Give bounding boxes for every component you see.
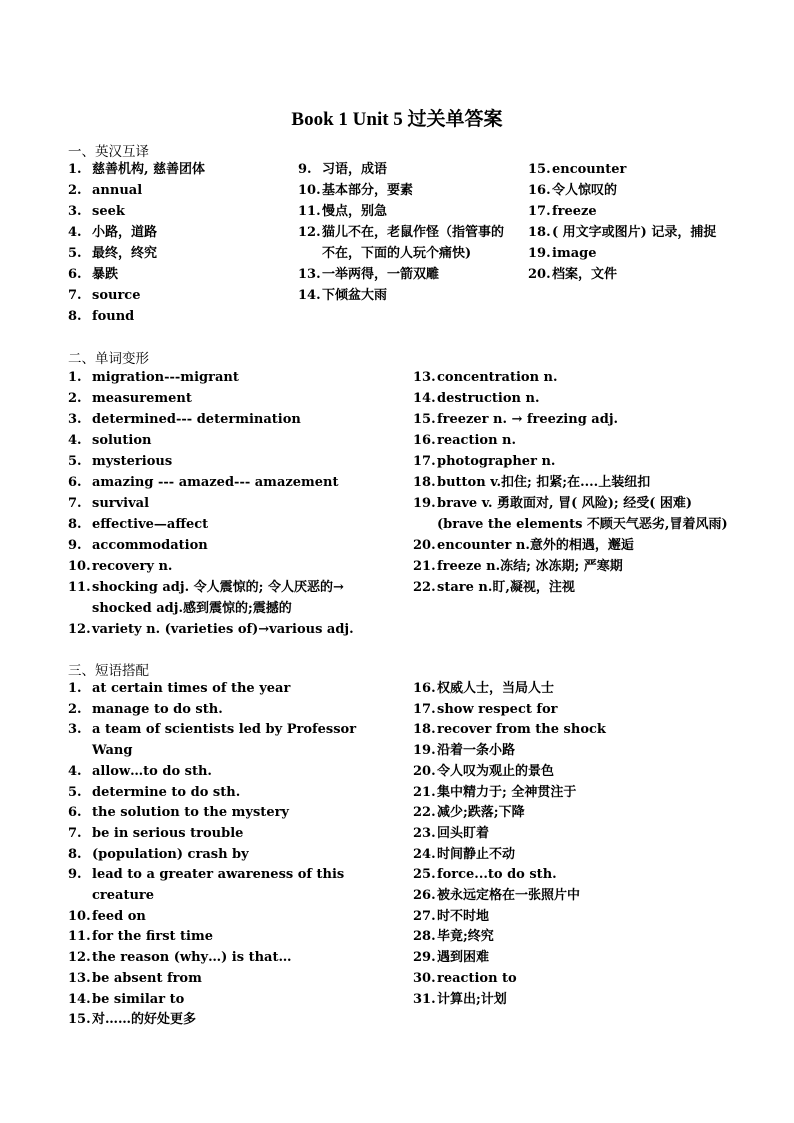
section2-column-1 bbox=[68, 367, 388, 640]
list-item bbox=[413, 865, 733, 886]
list-item bbox=[68, 430, 388, 451]
item-number: 1. bbox=[68, 681, 82, 696]
item-number: 14. bbox=[413, 391, 436, 406]
item-text: migration---migrant bbox=[92, 370, 239, 385]
item-text: (population) crash by bbox=[92, 846, 249, 862]
item-text: found bbox=[92, 309, 135, 324]
item-text: 暴跌 bbox=[92, 267, 119, 282]
section1-column-3 bbox=[528, 159, 733, 285]
list-item bbox=[413, 907, 733, 928]
item-number: 5. bbox=[68, 454, 82, 469]
item-number: 2. bbox=[68, 701, 82, 717]
item-number: 2. bbox=[68, 391, 82, 406]
item-text: 减少;跌落;下降 bbox=[437, 805, 525, 821]
item-text: for the first time bbox=[92, 929, 214, 945]
list-item bbox=[68, 285, 288, 306]
item-text: 猫儿不在，老鼠作怪（指管事的不在，下面的人玩个痛快) bbox=[322, 225, 505, 261]
item-number: 6. bbox=[68, 267, 82, 282]
item-text: 慈善机构, 慈善团体 bbox=[92, 162, 206, 177]
section1-column-2 bbox=[298, 159, 510, 306]
item-text: 被永远定格在一张照片中 bbox=[437, 888, 581, 904]
list-item bbox=[68, 927, 384, 948]
item-text: button v.扣住; 扣紧;在....上装纽扣 bbox=[437, 475, 651, 490]
item-number: 12. bbox=[68, 622, 91, 637]
item-number: 19. bbox=[413, 743, 436, 759]
list-item bbox=[68, 577, 388, 619]
list-item bbox=[413, 700, 733, 721]
item-number: 6. bbox=[68, 475, 82, 490]
list-item bbox=[68, 367, 388, 388]
item-number: 1. bbox=[68, 162, 82, 177]
item-text: 基本部分，要素 bbox=[322, 183, 414, 198]
item-number: 20. bbox=[413, 538, 436, 553]
item-text: ( 用文字或图片) 记录，捕捉 bbox=[552, 225, 717, 240]
list-item bbox=[68, 969, 384, 990]
list-item bbox=[528, 243, 733, 264]
list-item bbox=[413, 472, 733, 493]
item-text: recovery n. bbox=[92, 559, 173, 574]
section-heading-phrases: 三、短语搭配 bbox=[68, 663, 149, 679]
item-number: 27. bbox=[413, 908, 436, 924]
item-text: source bbox=[92, 288, 141, 303]
item-number: 9. bbox=[68, 538, 82, 553]
item-number: 17. bbox=[413, 701, 436, 717]
item-number: 18. bbox=[528, 225, 551, 240]
page-title: Book 1 Unit 5 过关单答案 bbox=[291, 109, 503, 130]
item-text: at certain times of the year bbox=[92, 681, 291, 696]
item-number: 11. bbox=[298, 204, 321, 219]
item-number: 12. bbox=[298, 225, 321, 240]
item-text: brave v. 勇敢面对, 冒( 风险); 经受( 困难) (brave the elements 不顾天气恶劣,冒着风雨) bbox=[437, 496, 728, 532]
item-text: lead to a greater awareness of this creature bbox=[92, 867, 345, 904]
item-number: 8. bbox=[68, 846, 82, 862]
item-number: 4. bbox=[68, 225, 82, 240]
item-number: 8. bbox=[68, 517, 82, 532]
list-item bbox=[298, 180, 510, 201]
list-item bbox=[68, 222, 288, 243]
list-item bbox=[68, 907, 384, 928]
item-number: 7. bbox=[68, 288, 82, 303]
item-text: determine to do sth. bbox=[92, 784, 241, 800]
item-number: 13. bbox=[413, 370, 436, 385]
item-number: 14. bbox=[298, 288, 321, 303]
item-number: 23. bbox=[413, 825, 436, 841]
item-text: the solution to the mystery bbox=[92, 805, 289, 821]
item-text: 时间静止不动 bbox=[437, 846, 516, 862]
list-item bbox=[413, 367, 733, 388]
item-text: 时不时地 bbox=[437, 908, 490, 924]
item-number: 14. bbox=[68, 991, 91, 1007]
item-text: 计算出;计划 bbox=[437, 991, 507, 1007]
item-text: a team of scientists led by Professor Wang bbox=[92, 722, 357, 759]
item-number: 13. bbox=[68, 970, 91, 986]
list-item bbox=[68, 990, 384, 1011]
list-item bbox=[298, 264, 510, 285]
list-item bbox=[68, 700, 384, 721]
list-item bbox=[68, 514, 388, 535]
list-item bbox=[68, 159, 288, 180]
list-item bbox=[298, 201, 510, 222]
item-number: 10. bbox=[68, 559, 91, 574]
item-text: 最终，终究 bbox=[92, 246, 158, 261]
item-text: annual bbox=[92, 183, 143, 198]
item-number: 15. bbox=[413, 412, 436, 427]
list-item bbox=[68, 493, 388, 514]
item-text: be absent from bbox=[92, 970, 202, 986]
item-text: 回头盯着 bbox=[437, 825, 490, 841]
item-number: 18. bbox=[413, 722, 436, 738]
item-number: 25. bbox=[413, 867, 436, 883]
item-text: freeze n.冻结; 冰冻期; 严寒期 bbox=[437, 559, 623, 574]
item-text: show respect for bbox=[437, 701, 558, 717]
list-item bbox=[68, 306, 288, 327]
item-number: 11. bbox=[68, 580, 91, 595]
list-item bbox=[68, 472, 388, 493]
list-item bbox=[413, 948, 733, 969]
list-item bbox=[413, 845, 733, 866]
item-number: 26. bbox=[413, 888, 436, 904]
item-number: 6. bbox=[68, 805, 82, 821]
item-text: encounter n.意外的相遇，邂逅 bbox=[437, 538, 634, 553]
item-text: photographer n. bbox=[437, 454, 556, 469]
list-item bbox=[413, 741, 733, 762]
item-number: 16. bbox=[413, 433, 436, 448]
item-text: 集中精力于; 全神贯注于 bbox=[437, 784, 577, 800]
item-text: 沿着一条小路 bbox=[437, 743, 516, 759]
item-number: 30. bbox=[413, 970, 436, 986]
list-item bbox=[68, 803, 384, 824]
list-item bbox=[413, 556, 733, 577]
item-text: the reason (why…) is that… bbox=[92, 950, 292, 966]
item-number: 17. bbox=[413, 454, 436, 469]
list-item bbox=[413, 409, 733, 430]
item-text: concentration n. bbox=[437, 370, 558, 385]
item-number: 5. bbox=[68, 784, 82, 800]
item-text: 慢点，别急 bbox=[322, 204, 388, 219]
section-heading-translation: 一、英汉互译 bbox=[68, 144, 149, 160]
item-text: effective—affect bbox=[92, 517, 209, 532]
list-item bbox=[413, 493, 733, 535]
list-item bbox=[528, 222, 733, 243]
item-text: destruction n. bbox=[437, 391, 540, 406]
list-item bbox=[68, 535, 388, 556]
item-number: 15. bbox=[68, 1012, 91, 1028]
item-text: 令人惊叹的 bbox=[552, 183, 618, 198]
item-number: 8. bbox=[68, 309, 82, 324]
list-item bbox=[68, 1010, 384, 1031]
list-item bbox=[68, 388, 388, 409]
list-item bbox=[68, 679, 384, 700]
item-text: be similar to bbox=[92, 991, 185, 1007]
item-number: 24. bbox=[413, 846, 436, 862]
item-number: 2. bbox=[68, 183, 82, 198]
item-text: accommodation bbox=[92, 538, 208, 553]
item-text: variety n. (varieties of)→various adj. bbox=[92, 622, 354, 637]
list-item bbox=[68, 243, 288, 264]
list-item bbox=[413, 824, 733, 845]
list-item bbox=[68, 845, 384, 866]
item-text: amazing --- amazed--- amazement bbox=[92, 475, 339, 490]
list-item bbox=[528, 264, 733, 285]
item-text: 档案，文件 bbox=[552, 267, 618, 282]
list-item bbox=[413, 783, 733, 804]
list-item bbox=[528, 180, 733, 201]
item-text: survival bbox=[92, 496, 150, 511]
item-text: reaction n. bbox=[437, 433, 517, 448]
list-item bbox=[68, 180, 288, 201]
list-item bbox=[413, 577, 733, 598]
list-item bbox=[68, 409, 388, 430]
section3-column-2 bbox=[413, 679, 733, 1010]
item-text: 下倾盆大雨 bbox=[322, 288, 388, 303]
item-text: 小路，道路 bbox=[92, 225, 158, 240]
item-number: 3. bbox=[68, 722, 82, 738]
item-text: seek bbox=[92, 204, 125, 219]
item-number: 29. bbox=[413, 950, 436, 966]
item-text: allow…to do sth. bbox=[92, 763, 212, 779]
item-number: 31. bbox=[413, 991, 436, 1007]
item-text: 权威人士，当局人士 bbox=[437, 681, 555, 696]
list-item bbox=[413, 886, 733, 907]
item-number: 20. bbox=[528, 267, 551, 282]
list-item bbox=[413, 720, 733, 741]
list-item bbox=[68, 948, 384, 969]
item-number: 9. bbox=[68, 867, 82, 883]
list-item bbox=[68, 783, 384, 804]
list-item bbox=[413, 803, 733, 824]
list-item bbox=[68, 619, 388, 640]
item-number: 13. bbox=[298, 267, 321, 282]
item-number: 10. bbox=[68, 908, 91, 924]
list-item bbox=[68, 451, 388, 472]
item-number: 10. bbox=[298, 183, 321, 198]
item-number: 20. bbox=[413, 763, 436, 779]
list-item bbox=[413, 388, 733, 409]
list-item bbox=[298, 285, 510, 306]
list-item bbox=[413, 679, 733, 700]
list-item bbox=[528, 159, 733, 180]
list-item bbox=[413, 430, 733, 451]
item-text: determined--- determination bbox=[92, 412, 301, 427]
list-item bbox=[68, 865, 384, 906]
list-item bbox=[68, 762, 384, 783]
item-text: image bbox=[552, 246, 597, 261]
list-item bbox=[68, 824, 384, 845]
item-number: 3. bbox=[68, 204, 82, 219]
item-text: reaction to bbox=[437, 970, 517, 986]
section2-column-2 bbox=[413, 367, 733, 598]
item-number: 5. bbox=[68, 246, 82, 261]
item-text: freeze bbox=[552, 204, 597, 219]
item-text: freezer n. → freezing adj. bbox=[437, 412, 619, 427]
item-number: 7. bbox=[68, 496, 82, 511]
list-item bbox=[413, 927, 733, 948]
item-text: 一举两得，一箭双雕 bbox=[322, 267, 440, 282]
item-number: 28. bbox=[413, 929, 436, 945]
item-number: 1. bbox=[68, 370, 82, 385]
item-number: 3. bbox=[68, 412, 82, 427]
item-number: 19. bbox=[528, 246, 551, 261]
list-item bbox=[68, 720, 384, 761]
item-number: 15. bbox=[528, 162, 551, 177]
list-item bbox=[298, 159, 510, 180]
item-text: measurement bbox=[92, 391, 192, 406]
list-item bbox=[413, 451, 733, 472]
item-number: 16. bbox=[528, 183, 551, 198]
item-number: 4. bbox=[68, 433, 82, 448]
item-number: 11. bbox=[68, 929, 91, 945]
item-text: 令人叹为观止的景色 bbox=[437, 763, 555, 779]
list-item bbox=[68, 556, 388, 577]
item-number: 21. bbox=[413, 784, 436, 800]
item-number: 17. bbox=[528, 204, 551, 219]
list-item bbox=[298, 222, 510, 264]
item-number: 16. bbox=[413, 681, 436, 696]
item-number: 4. bbox=[68, 763, 82, 779]
item-text: feed on bbox=[92, 908, 146, 924]
item-text: stare n.盯,凝视，注视 bbox=[437, 580, 575, 595]
list-item bbox=[68, 264, 288, 285]
item-text: mysterious bbox=[92, 454, 173, 469]
item-number: 21. bbox=[413, 559, 436, 574]
item-text: manage to do sth. bbox=[92, 701, 223, 717]
item-number: 22. bbox=[413, 580, 436, 595]
item-number: 22. bbox=[413, 805, 436, 821]
list-item bbox=[413, 535, 733, 556]
item-text: 遇到困难 bbox=[437, 950, 490, 966]
section1-column-1 bbox=[68, 159, 288, 327]
item-text: shocking adj. 令人震惊的; 令人厌恶的→ shocked adj.感到震惊的;震撼的 bbox=[92, 580, 344, 616]
item-text: force...to do sth. bbox=[437, 867, 557, 883]
item-text: 习语，成语 bbox=[322, 162, 388, 177]
list-item bbox=[413, 990, 733, 1011]
item-text: recover from the shock bbox=[437, 722, 606, 738]
item-text: 毕竟;终究 bbox=[437, 929, 494, 945]
section-heading-word-forms: 二、单词变形 bbox=[68, 351, 149, 367]
list-item bbox=[413, 969, 733, 990]
item-number: 7. bbox=[68, 825, 82, 841]
item-number: 18. bbox=[413, 475, 436, 490]
item-number: 19. bbox=[413, 496, 436, 511]
item-text: solution bbox=[92, 433, 152, 448]
list-item bbox=[413, 762, 733, 783]
list-item bbox=[528, 201, 733, 222]
item-text: be in serious trouble bbox=[92, 825, 244, 841]
section3-column-1 bbox=[68, 679, 384, 1031]
item-text: encounter bbox=[552, 162, 627, 177]
item-number: 9. bbox=[298, 162, 312, 177]
item-number: 12. bbox=[68, 950, 91, 966]
item-text: 对……的好处更多 bbox=[92, 1012, 197, 1028]
list-item bbox=[68, 201, 288, 222]
